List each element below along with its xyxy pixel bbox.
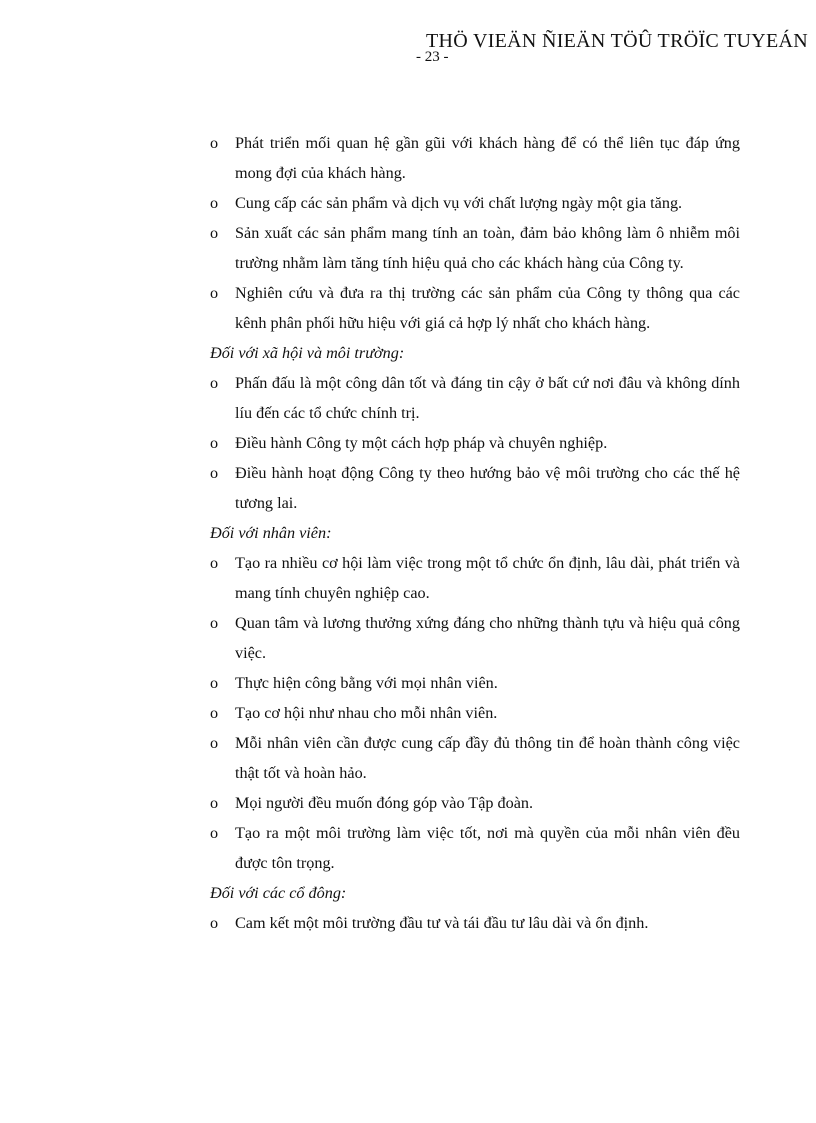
list-item-text: Sản xuất các sản phẩm mang tính an toàn, đảm bảo không làm ô nhiễm môi trường nhằm làm tăng tính hiệu quả cho các khách hàng của Công ty. <box>235 224 740 272</box>
bullet-icon: o <box>210 194 219 212</box>
page-number: - 23 - <box>416 49 449 65</box>
bullet-icon: o <box>210 464 219 482</box>
list-item <box>210 608 740 668</box>
list-item <box>210 218 740 278</box>
bullet-icon: o <box>210 794 219 812</box>
list-item <box>210 458 740 518</box>
list-item <box>210 548 740 608</box>
list-item <box>210 278 740 338</box>
list-item <box>210 428 740 458</box>
document-body <box>210 128 740 938</box>
running-header: THÖ VIEÄN ÑIEÄN TÖÛ TRÖÏC TUYEÁN <box>426 30 808 52</box>
list-item-text: Phát triển mối quan hệ gần gũi với khách hàng để có thể liên tục đáp ứng mong đợi của khách hàng. <box>235 134 740 182</box>
bullet-icon: o <box>210 284 219 302</box>
bullet-icon: o <box>210 734 219 752</box>
bullet-icon: o <box>210 704 219 722</box>
list-item-text: Mỗi nhân viên cần được cung cấp đầy đủ thông tin để hoàn thành công việc thật tốt và hoàn hảo. <box>235 734 740 782</box>
list-item-text: Tạo ra một môi trường làm việc tốt, nơi mà quyền của mỗi nhân viên đều được tôn trọng. <box>235 824 740 872</box>
section-heading-employees: Đối với nhân viên: <box>210 524 332 542</box>
list-item <box>210 128 740 188</box>
list-item-text: Điều hành hoạt động Công ty theo hướng bảo vệ môi trường cho các thế hệ tương lai. <box>235 464 740 512</box>
list-item-text: Nghiên cứu và đưa ra thị trường các sản phẩm của Công ty thông qua các kênh phân phối hữu hiệu với giá cả hợp lý nhất cho khách hàng. <box>235 284 740 332</box>
list-item <box>210 668 740 698</box>
list-item-text: Quan tâm và lương thưởng xứng đáng cho những thành tựu và hiệu quả công việc. <box>235 614 740 662</box>
list-item-text: Tạo ra nhiều cơ hội làm việc trong một tổ chức ổn định, lâu dài, phát triển và mang tính chuyên nghiệp cao. <box>235 554 740 602</box>
section-heading-shareholders: Đối với các cổ đông: <box>210 884 347 902</box>
list-item <box>210 728 740 788</box>
list-item-text: Mọi người đều muốn đóng góp vào Tập đoàn. <box>235 794 534 812</box>
bullet-icon: o <box>210 614 219 632</box>
bullet-icon: o <box>210 224 219 242</box>
list-item <box>210 788 740 818</box>
list-item-text: Cung cấp các sản phẩm và dịch vụ với chất lượng ngày một gia tăng. <box>235 194 683 212</box>
list-item-text: Cam kết một môi trường đầu tư và tái đầu tư lâu dài và ổn định. <box>235 914 649 932</box>
bullet-icon: o <box>210 434 219 452</box>
list-item-text: Thực hiện công bằng với mọi nhân viên. <box>235 674 498 692</box>
list-item <box>210 908 740 938</box>
list-item <box>210 188 740 218</box>
list-item-text: Tạo cơ hội như nhau cho mỗi nhân viên. <box>235 704 498 722</box>
section-heading-society: Đối với xã hội và môi trường: <box>210 344 405 362</box>
bullet-icon: o <box>210 914 219 932</box>
bullet-icon: o <box>210 824 219 842</box>
list-item-text: Phấn đấu là một công dân tốt và đáng tin cậy ở bất cứ nơi đâu và không dính líu đến các tổ chức chính trị. <box>235 374 740 422</box>
list-item <box>210 818 740 878</box>
list-item <box>210 698 740 728</box>
bullet-icon: o <box>210 554 219 572</box>
list-item <box>210 368 740 428</box>
bullet-icon: o <box>210 374 219 392</box>
bullet-icon: o <box>210 134 219 152</box>
bullet-icon: o <box>210 674 219 692</box>
list-item-text: Điều hành Công ty một cách hợp pháp và chuyên nghiệp. <box>235 434 608 452</box>
